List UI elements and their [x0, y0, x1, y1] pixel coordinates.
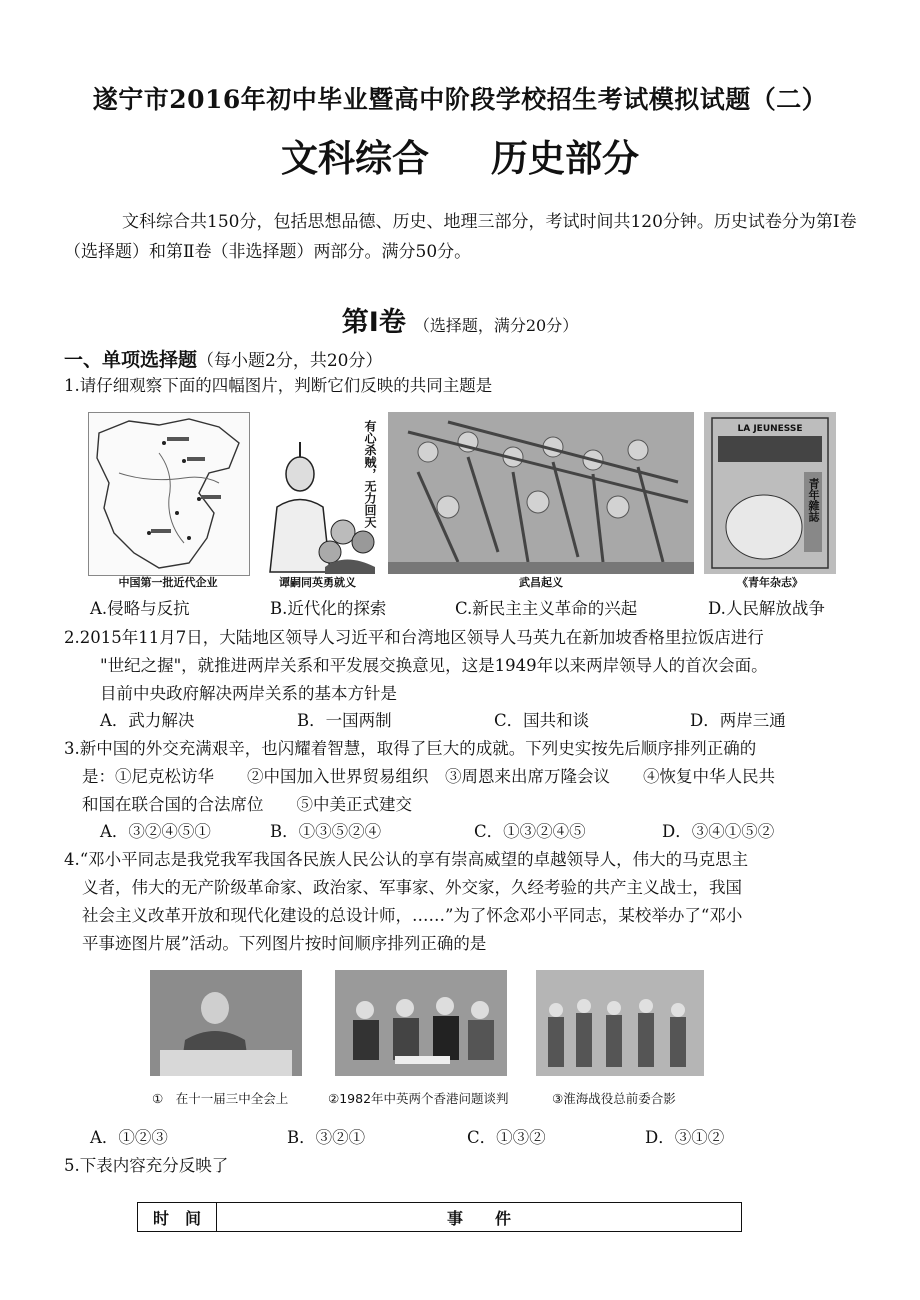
q2-line-2: "世纪之握"，就推进两岸关系和平发展交换意见，这是1949年以来两岸领导人的首次会面。: [100, 656, 768, 675]
q2-line-1: 2.2015年11月7日，大陆地区领导人习近平和台湾地区领导人马英九在新加坡香格里拉饭店进行: [64, 628, 764, 647]
q4-option-b[interactable]: B．③②①: [287, 1128, 366, 1147]
q4-caption-3: ③淮海战役总前委合影: [552, 1091, 676, 1106]
intro-paragraph: 文科综合共150分，包括思想品德、历史、地理三部分，考试时间共120分钟。历史试卷分为第Ⅰ卷（选择题）和第Ⅱ卷（非选择题）两部分。满分50分。: [64, 212, 857, 262]
exam-title: 遂宁市2016年初中毕业暨高中阶段学校招生考试模拟试题（二）: [92, 85, 828, 114]
q5-stem: 5.下表内容充分反映了: [64, 1156, 229, 1175]
poster-slogan: 有心杀贼，无力回天: [363, 420, 377, 528]
part-note: （每小题2分，共20分）: [197, 351, 383, 371]
q3-option-c[interactable]: C．①③②④⑤: [474, 822, 586, 841]
q1-option-a[interactable]: A.侵略与反抗: [90, 599, 190, 618]
magazine-header: LA JEUNESSE: [737, 424, 803, 434]
q2-option-a[interactable]: A．武力解决: [100, 711, 195, 730]
q1-stem: 1.请仔细观察下面的四幅图片，判断它们反映的共同主题是: [64, 376, 493, 395]
q3-line-1: 3.新中国的外交充满艰辛，也闪耀着智慧，取得了巨大的成就。下列史实按先后顺序排列正确的: [64, 739, 757, 758]
q4-option-c[interactable]: C．①③②: [467, 1128, 546, 1147]
q4-photo-2: [335, 970, 507, 1076]
q4-line-2: 义者，伟大的无产阶级革命家、政治家、军事家、外交家，久经考验的共产主义战士，我国: [82, 878, 742, 897]
magazine-title-cn: 青年雜誌: [807, 478, 820, 522]
q5-table: [137, 1202, 742, 1232]
q3-option-b[interactable]: B．①③⑤②④: [270, 822, 382, 841]
q2-option-c[interactable]: C．国共和谈: [494, 711, 590, 730]
q4-line-3: 社会主义改革开放和现代化建设的总设计师，……”为了怀念邓小平同志，某校举办了“邓小: [82, 906, 743, 925]
q3-option-a[interactable]: A．③②④⑤①: [100, 822, 211, 841]
part-heading: [64, 345, 382, 372]
table-header-event: 事 件: [217, 1203, 742, 1232]
q4-photo-3: [536, 970, 704, 1076]
subject-title-b: 历史部分: [491, 137, 639, 180]
q1-caption-1: 中国第一批近代企业: [118, 576, 218, 589]
subject-title: [0, 128, 920, 182]
q3-line-2: 是：①尼克松访华 ②中国加入世界贸易组织 ③周恩来出席万隆会议 ④恢复中华人民共: [82, 767, 775, 786]
q1-option-c[interactable]: C.新民主主义革命的兴起: [455, 599, 638, 618]
q4-option-a[interactable]: A．①②③: [90, 1128, 168, 1147]
table-header-row: [138, 1203, 742, 1232]
part-title: 一、单项选择题: [64, 349, 198, 371]
q1-image-map: [88, 412, 250, 576]
q3-line-3: 和国在联合国的合法席位 ⑤中美正式建交: [82, 795, 412, 814]
q4-line-4: 平事迹图片展”活动。下列图片按时间顺序排列正确的是: [82, 934, 487, 953]
subject-title-a: 文科综合: [281, 137, 429, 180]
map-illustration: [89, 413, 249, 575]
q4-photo-1: [150, 970, 302, 1076]
q2-line-3: 目前中央政府解决两岸关系的基本方针是: [100, 684, 397, 703]
q1-image-relief: [388, 412, 694, 574]
relief-illustration: [388, 412, 694, 574]
q1-option-d[interactable]: D.人民解放战争: [708, 599, 825, 618]
q4-caption-2: ②1982年中英两个香港问题谈判: [328, 1091, 509, 1106]
table-header-time: 时 间: [138, 1203, 217, 1232]
q2-option-d[interactable]: D．两岸三通: [690, 711, 786, 730]
q2-option-b[interactable]: B．一国两制: [297, 711, 392, 730]
q1-caption-3: 武昌起义: [519, 576, 563, 589]
section-note: （选择题，满分20分）: [413, 316, 579, 335]
q1-option-b[interactable]: B.近代化的探索: [270, 599, 387, 618]
photo-3-illustration: [536, 970, 704, 1076]
q1-image-magazine: [704, 412, 836, 574]
q4-caption-1: ① 在十一届三中全会上: [152, 1091, 289, 1106]
section-title: 第Ⅰ卷: [341, 307, 406, 338]
q4-line-1: 4.“邓小平同志是我党我军我国各民族人民公认的享有崇高威望的卓越领导人，伟大的马克思主: [64, 850, 749, 869]
q3-option-d[interactable]: D．③④①⑤②: [662, 822, 775, 841]
section-heading: [0, 300, 920, 339]
q1-caption-2: 谭嗣同英勇就义: [279, 576, 356, 589]
photo-2-illustration: [335, 970, 507, 1076]
q4-option-d[interactable]: D．③①②: [645, 1128, 725, 1147]
q1-caption-4: 《青年杂志》: [737, 576, 803, 589]
photo-1-illustration: [150, 970, 302, 1076]
q1-image-portrait: [255, 412, 380, 574]
